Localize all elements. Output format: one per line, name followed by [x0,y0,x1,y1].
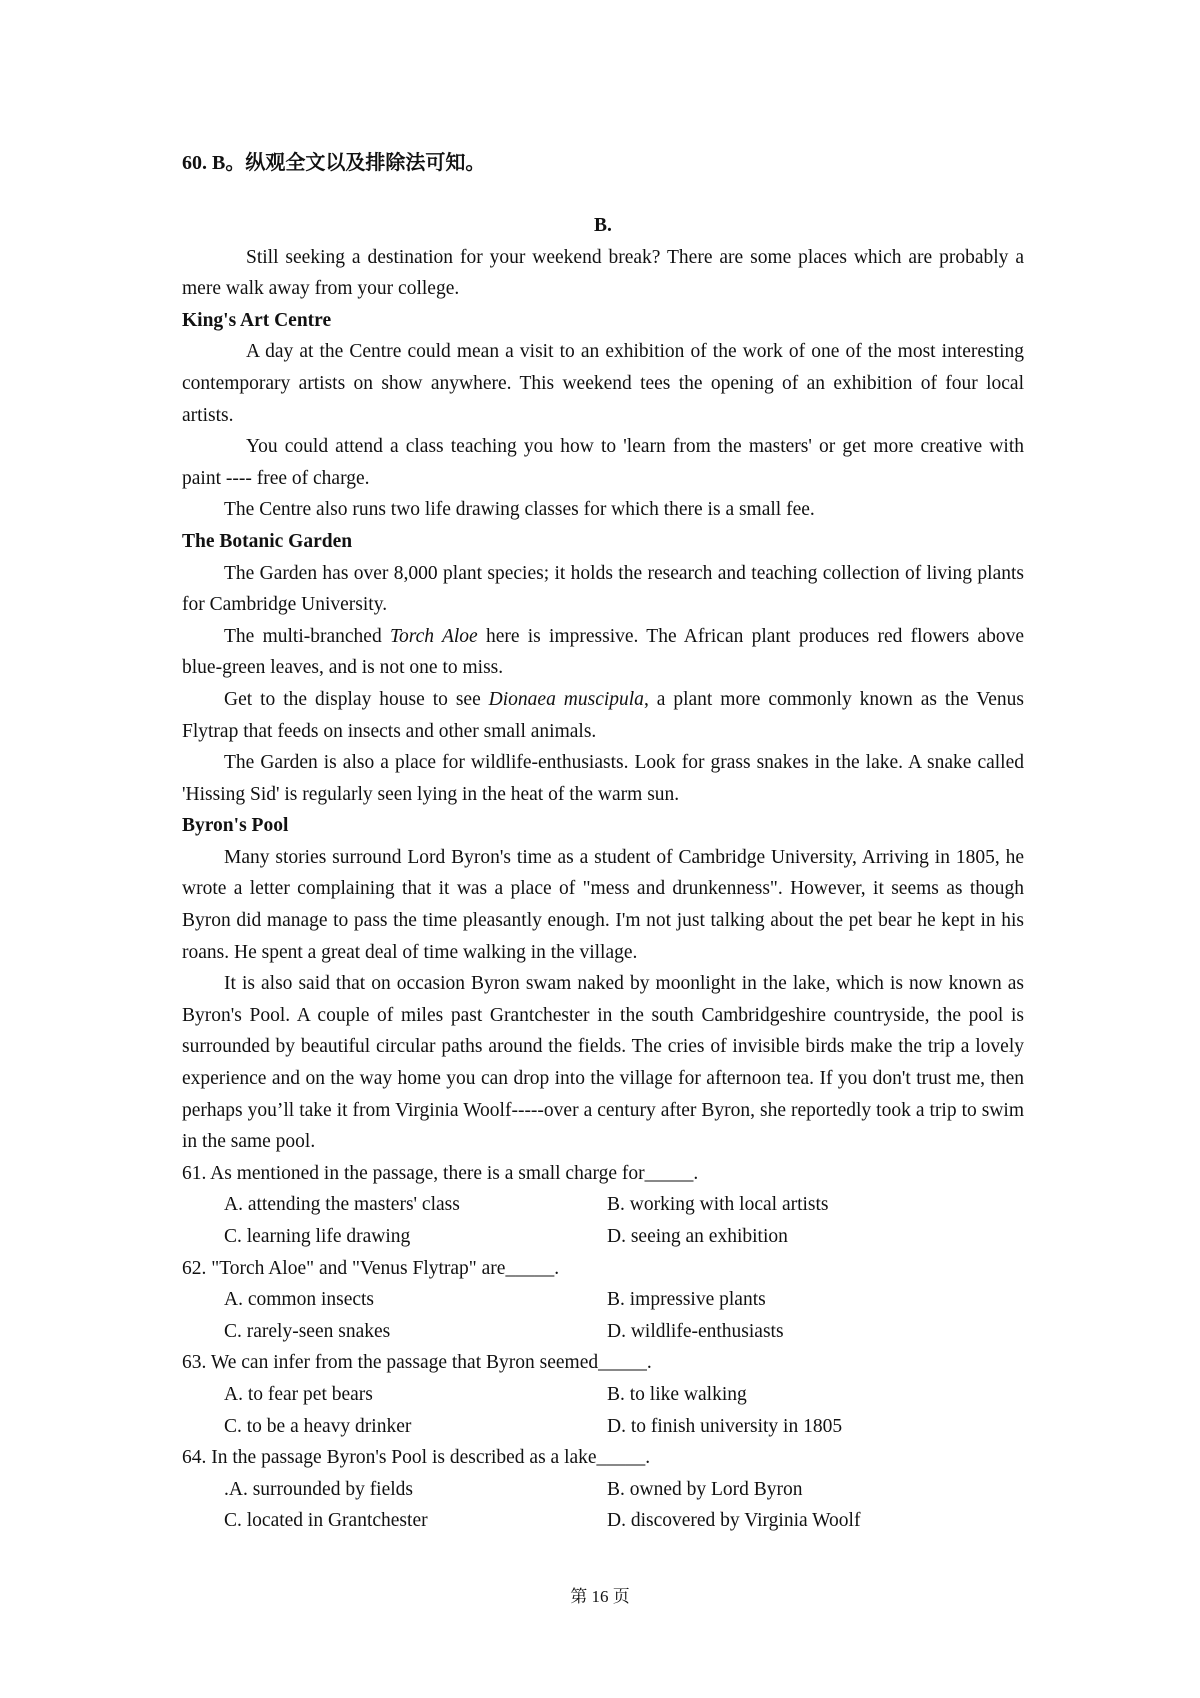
option-a: A. common insects [224,1289,375,1311]
options-row [182,1411,1024,1443]
text-run: The multi-branched [224,625,390,647]
option-b: B. working with local artists [607,1194,829,1216]
intro-paragraph: Still seeking a destination for your weekend break? There are some places which are probably a mere walk away from your college. [182,246,1024,300]
text-run: Get to the display house to see [224,688,489,710]
option-a: .A. surrounded by fields [224,1478,414,1500]
option-a: A. attending the masters' class [224,1194,460,1216]
question-63 [182,1347,1024,1442]
option-c: C. rarely-seen snakes [224,1320,391,1342]
options-row [182,1316,1024,1348]
kings-paragraph-1: A day at the Centre could mean a visit to an exhibition of the work of one of the most interesting contemporary artists on show anywhere. This weekend tees the opening of an exhibition of four local artists. [182,341,1024,426]
kings-paragraph-2: You could attend a class teaching you how to 'learn from the masters' or get more creative with paint ---- free of charge. [182,436,1024,489]
option-a: A. to fear pet bears [224,1383,373,1405]
section-label: B. [594,215,612,236]
text-run: , a plant more commonly known as the Venus Flytrap that feeds on insects and other small animals. [182,688,1024,742]
botanic-paragraph-1: The Garden has over 8,000 plant species; it holds the research and teaching collection of living plants for Cambridge University. [182,562,1024,616]
text-run: here is impressive. The African plant produces red flowers above blue-green leaves, and is not one to miss. [182,625,1024,679]
plant-name-dionaea: Dionaea muscipula [488,688,644,710]
question-stem: 61. As mentioned in the passage, there is a small charge for_____. [182,1162,699,1184]
byron-heading: Byron's Pool [182,815,289,837]
botanic-paragraph-2 [182,621,1024,684]
option-d: D. seeing an exhibition [607,1226,788,1247]
botanic-paragraph-3 [182,684,1024,747]
botanic-paragraph-4: The Garden is also a place for wildlife-enthusiasts. Look for grass snakes in the lake. A snake called 'Hissing Sid' is regularly seen lying in the heat of the warm sun. [182,752,1024,805]
question-62 [182,1253,1024,1348]
plant-name-torch-aloe: Torch Aloe [389,625,478,647]
passage-content [182,210,1024,1537]
botanic-heading: The Botanic Garden [182,530,353,552]
options-row [182,1221,1024,1253]
options-row [182,1474,1024,1506]
options-row [182,1284,1024,1316]
option-b: B. to like walking [607,1383,747,1405]
options-row [182,1505,1024,1537]
option-b: B. impressive plants [607,1289,766,1311]
options-row [182,1379,1024,1411]
kings-heading: King's Art Centre [182,309,332,331]
byron-paragraph-2: It is also said that on occasion Byron swam naked by moonlight in the lake, which is now known as Byron's Pool. A couple of miles past Grantchester in the south Cambridgeshire countryside, the pool is surrounded by beautiful circular paths around the fields. The cries of invisible birds make the trip a lovely experience and on the way home you can drop into the village for afternoon tea. If you don't trust me, then perhaps you’ll take it from Virginia Woolf-----over a century after Byron, she reportedly took a trip to swim in the same pool. [182,973,1024,1153]
option-c: C. to be a heavy drinker [224,1415,412,1437]
page-number: 第 16 页 [570,1587,630,1606]
option-d: D. wildlife-enthusiasts [607,1320,784,1342]
option-c: C. located in Grantchester [224,1510,428,1532]
kings-paragraph-3: The Centre also runs two life drawing classes for which there is a small fee. [224,499,815,521]
question-stem: 64. In the passage Byron's Pool is described as a lake_____. [182,1447,651,1469]
question-stem: 62. "Torch Aloe" and "Venus Flytrap" are_____. [182,1257,560,1279]
option-b: B. owned by Lord Byron [607,1478,803,1500]
question-61 [182,1158,1024,1253]
question-stem: 63. We can infer from the passage that Byron seemed_____. [182,1352,652,1374]
options-row [182,1189,1024,1221]
option-c: C. learning life drawing [224,1226,411,1247]
answer-line: 60. B。纵观全文以及排除法可知。 [182,152,486,174]
question-64 [182,1442,1024,1537]
option-d: D. discovered by Virginia Woolf [607,1510,861,1532]
option-d: D. to finish university in 1805 [607,1415,843,1437]
byron-paragraph-1: Many stories surround Lord Byron's time as a student of Cambridge University, Arriving in 1805, he wrote a letter complaining that it was a place of "mess and drunkenness". However, it seems as though Byron did manage to pass the time pleasantly enough. I'm not just talking about the pet bear he kept in his roans. He spent a great deal of time walking in the village. [182,846,1024,963]
